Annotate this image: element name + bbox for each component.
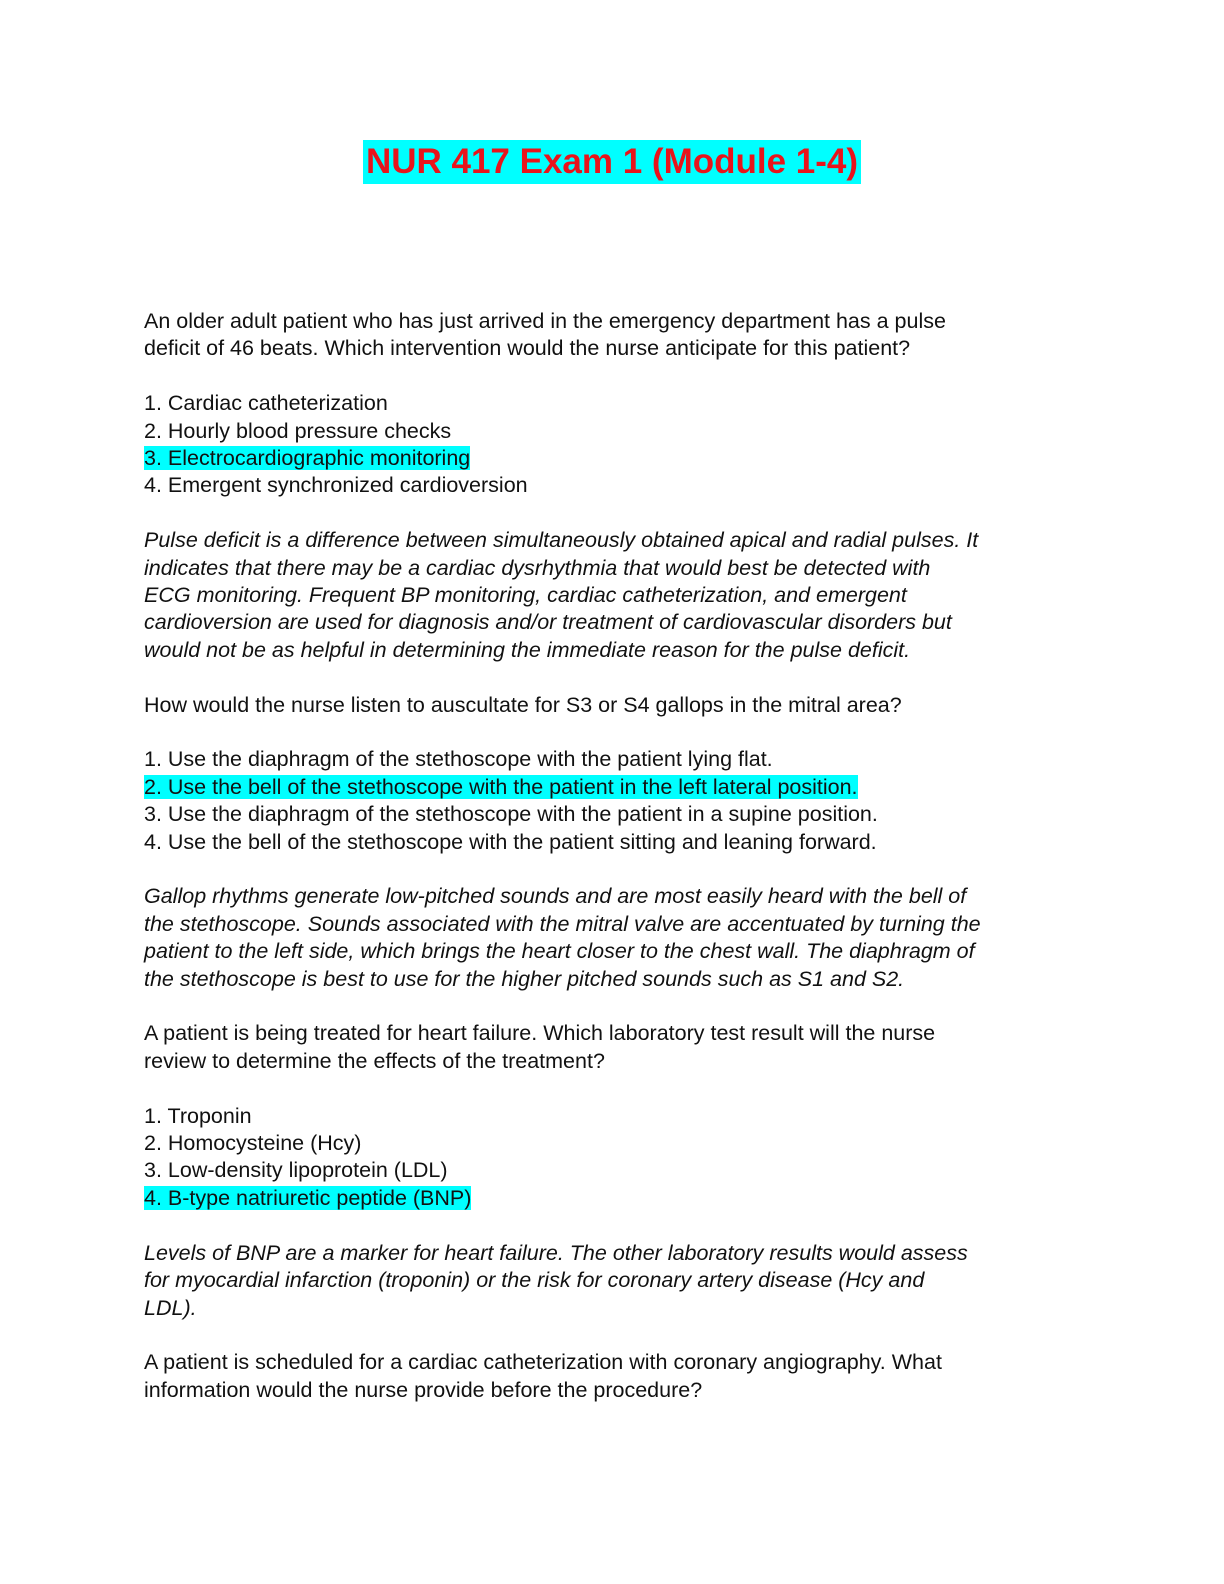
answer-option: 4. Use the bell of the stethoscope with the patient sitting and leaning forward. <box>144 829 877 854</box>
answer-option: 3. Low-density lipoprotein (LDL) <box>144 1158 448 1183</box>
rationale-line: Levels of BNP are a marker for heart failure. The other laboratory results would assess <box>144 1240 968 1265</box>
rationale <box>144 1240 1080 1322</box>
question-stem-line: A patient is being treated for heart failure. Which laboratory test result will the nurse <box>144 1021 936 1046</box>
answer-option: 2. Hourly blood pressure checks <box>144 418 452 443</box>
question-stem-line: review to determine the effects of the treatment? <box>144 1048 605 1073</box>
question-stem-line: information would the nurse provide before the procedure? <box>144 1377 703 1402</box>
rationale-line: LDL). <box>144 1295 197 1320</box>
question-stem-line: How would the nurse listen to auscultate for S3 or S4 gallops in the mitral area? <box>144 692 902 717</box>
answer-option: 2. Homocysteine (Hcy) <box>144 1131 362 1156</box>
rationale-line: would not be as helpful in determining the immediate reason for the pulse deficit. <box>144 637 911 662</box>
question-stem <box>144 1020 1080 1075</box>
answer-option: 1. Cardiac catheterization <box>144 391 388 416</box>
correct-answer-option: 4. B-type natriuretic peptide (BNP) <box>144 1185 472 1210</box>
title-container <box>0 140 1224 184</box>
answer-options <box>144 1103 1080 1213</box>
rationale-line: cardioversion are used for diagnosis and/or treatment of cardiovascular disorders but <box>144 610 952 635</box>
answer-option: 1. Troponin <box>144 1103 252 1128</box>
question-stem <box>144 692 1080 719</box>
question-stem-line: A patient is scheduled for a cardiac catheterization with coronary angiography. What <box>144 1350 942 1375</box>
answer-options <box>144 390 1080 500</box>
rationale-line: for myocardial infarction (troponin) or the risk for coronary artery disease (Hcy and <box>144 1268 925 1293</box>
question-stem-line: deficit of 46 beats. Which intervention would the nurse anticipate for this patient? <box>144 336 911 361</box>
rationale-line: Pulse deficit is a difference between simultaneously obtained apical and radial pulses. It <box>144 528 979 553</box>
question-block <box>144 692 1080 993</box>
question-stem <box>144 308 1080 363</box>
answer-option: 3. Use the diaphragm of the stethoscope with the patient in a supine position. <box>144 802 878 827</box>
page-title: NUR 417 Exam 1 (Module 1-4) <box>363 140 861 184</box>
document-body <box>144 308 1080 1404</box>
rationale-line: the stethoscope. Sounds associated with the mitral valve are accentuated by turning the <box>144 911 981 936</box>
question-block <box>144 1020 1080 1321</box>
rationale-line: ECG monitoring. Frequent BP monitoring, cardiac catheterization, and emergent <box>144 583 907 608</box>
question-block <box>144 308 1080 664</box>
rationale-line: patient to the left side, which brings the heart closer to the chest wall. The diaphragm of <box>144 939 975 964</box>
answer-option: 4. Emergent synchronized cardioversion <box>144 473 528 498</box>
correct-answer-option: 3. Electrocardiographic monitoring <box>144 446 471 471</box>
correct-answer-option: 2. Use the bell of the stethoscope with the patient in the left lateral position. <box>144 774 858 799</box>
question-block <box>144 1349 1080 1404</box>
rationale-line: indicates that there may be a cardiac dysrhythmia that would best be detected with <box>144 555 931 580</box>
answer-option: 1. Use the diaphragm of the stethoscope with the patient lying flat. <box>144 747 773 772</box>
rationale <box>144 883 1080 993</box>
question-stem-line: An older adult patient who has just arrived in the emergency department has a pulse <box>144 309 946 333</box>
rationale <box>144 527 1080 664</box>
rationale-line: Gallop rhythms generate low-pitched sounds and are most easily heard with the bell of <box>144 884 967 909</box>
answer-options <box>144 746 1080 856</box>
question-stem <box>144 1349 1080 1404</box>
rationale-line: the stethoscope is best to use for the higher pitched sounds such as S1 and S2. <box>144 966 905 991</box>
